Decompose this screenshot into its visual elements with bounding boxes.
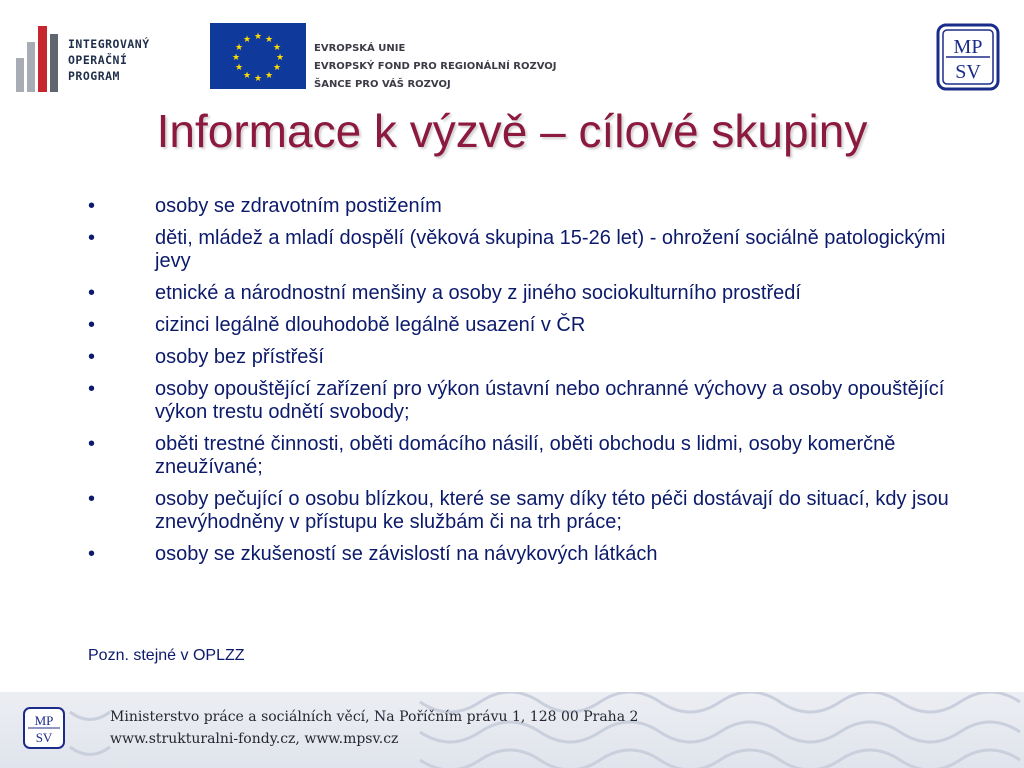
svg-text:★: ★ (242, 71, 252, 81)
mpsv-logo (936, 23, 1000, 91)
svg-text:★: ★ (264, 71, 274, 81)
mpsv-logo-top: MP (953, 36, 983, 58)
svg-text:★: ★ (234, 43, 244, 53)
bullet-icon: • (88, 282, 96, 304)
list-item (88, 378, 958, 424)
iop-logo-text (68, 36, 150, 84)
iop-line-3: PROGRAM (68, 69, 120, 83)
list-item (88, 346, 958, 369)
footer-logo-bottom: SV (35, 730, 53, 745)
list-item (88, 488, 958, 534)
bullet-icon: • (88, 346, 96, 368)
svg-text:★: ★ (253, 32, 263, 42)
list-item-text: osoby bez přístřeší (155, 346, 324, 368)
bullet-icon: • (88, 227, 96, 249)
list-item (88, 282, 958, 305)
eu-line-1: EVROPSKÁ UNIE (314, 43, 406, 54)
iop-bars-icon (16, 26, 62, 92)
target-groups-list (88, 195, 958, 575)
footer-websites: www.strukturalni-fondy.cz, www.mpsv.cz (110, 731, 399, 747)
list-item (88, 227, 958, 273)
bullet-icon: • (88, 195, 96, 217)
eu-line-3: ŠANCE PRO VÁŠ ROZVOJ (314, 79, 451, 90)
bullet-icon: • (88, 378, 96, 400)
list-item-text: cizinci legálně dlouhodobě legálně usazení v ČR (155, 314, 586, 336)
bullet-icon: • (88, 543, 96, 565)
bullet-icon: • (88, 488, 96, 510)
note-text: Pozn. stejné v OPLZZ (88, 647, 245, 664)
svg-text:★: ★ (272, 63, 282, 73)
iop-logo (16, 26, 186, 94)
list-item-text: oběti trestné činnosti, oběti domácího násilí, oběti obchodu s lidmi, osoby komerčně zneužívané; (155, 433, 896, 478)
list-item-text: osoby opouštějící zařízení pro výkon ústavní nebo ochranné výchovy a osoby opouštějící výkon trestu odnětí svobody; (155, 378, 945, 423)
bullet-icon: • (88, 314, 96, 336)
footer-text (110, 706, 638, 750)
eu-flag-icon (210, 23, 306, 89)
list-item (88, 543, 958, 566)
iop-line-2: OPERAČNÍ (68, 53, 128, 67)
svg-text:★: ★ (275, 53, 285, 63)
list-item-text: osoby se zkušeností se závislostí na návykových látkách (155, 543, 658, 565)
eu-logo-text (314, 40, 557, 94)
iop-line-1: INTEGROVANÝ (68, 37, 150, 51)
svg-text:★: ★ (234, 63, 244, 73)
footer-logo-top: MP (34, 713, 54, 728)
list-item-text: etnické a národnostní menšiny a osoby z jiného sociokulturního prostředí (155, 282, 801, 304)
svg-text:★: ★ (272, 43, 282, 53)
list-item (88, 195, 958, 218)
list-item-text: děti, mládež a mladí dospělí (věková skupina 15-26 let) - ohrožení sociálně patologickými jevy (155, 227, 946, 272)
eu-line-2: EVROPSKÝ FOND PRO REGIONÁLNÍ ROZVOJ (314, 61, 557, 72)
footer (0, 692, 1024, 768)
svg-text:★: ★ (264, 35, 274, 45)
page-title: Informace k výzvě – cílové skupiny (156, 105, 868, 157)
bullet-icon: • (88, 433, 96, 455)
list-item-text: osoby se zdravotním postižením (155, 195, 442, 217)
footer-address: Ministerstvo práce a sociálních věcí, Na Poříčním právu 1, 128 00 Praha 2 (110, 709, 639, 725)
list-item-text: osoby pečující o osobu blízkou, které se samy díky této péči dostávají do situací, kdy jsou znevýhodněny v přístupu ke službám či na trh práce; (155, 488, 949, 533)
svg-text:★: ★ (242, 35, 252, 45)
svg-text:★: ★ (231, 53, 241, 63)
list-item (88, 433, 958, 479)
svg-text:★: ★ (253, 74, 263, 84)
mpsv-logo-bottom: SV (955, 61, 981, 83)
list-item (88, 314, 958, 337)
footer-mpsv-logo (22, 706, 66, 750)
